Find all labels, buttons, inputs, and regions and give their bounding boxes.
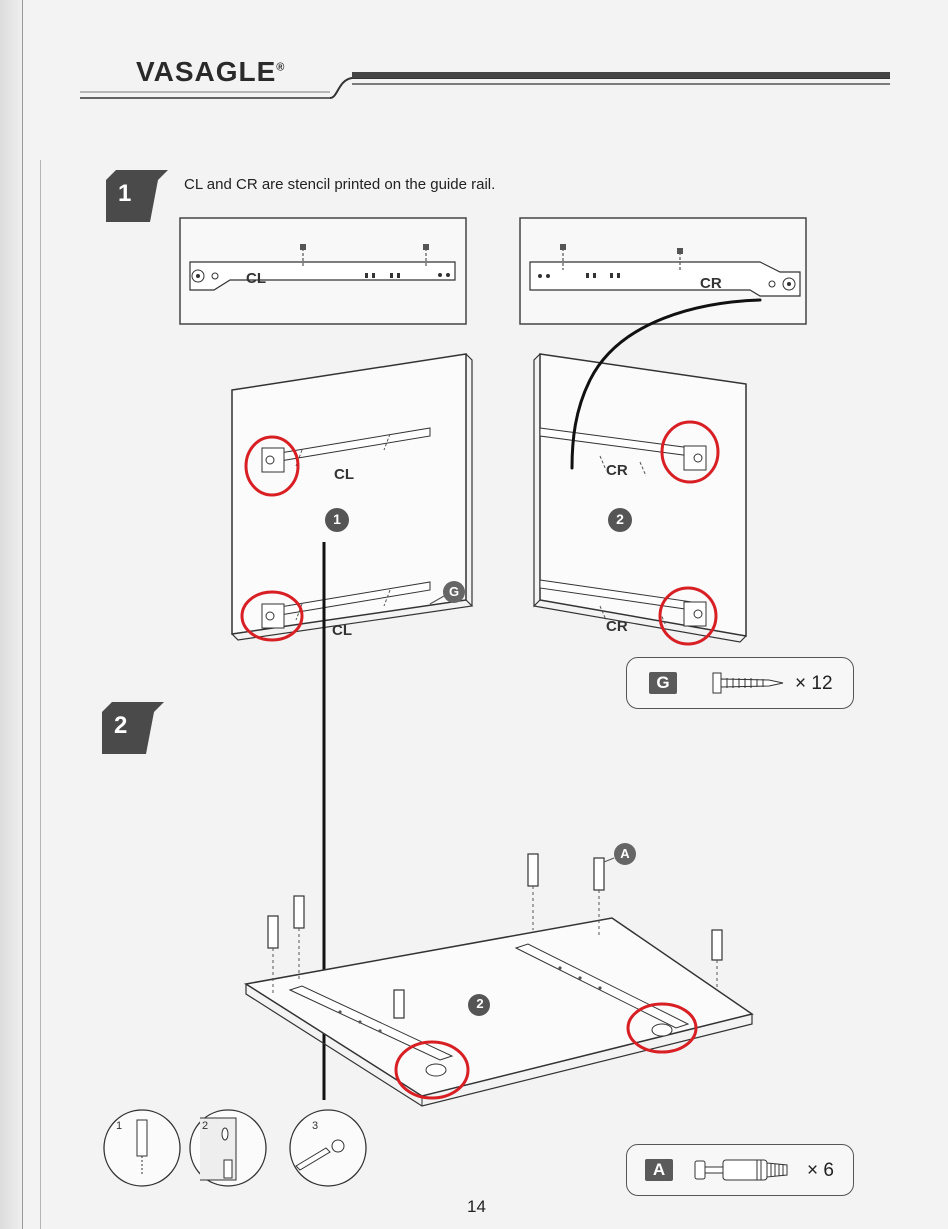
cam-dowel-icon — [691, 1155, 801, 1185]
dowel-callout-a: A — [620, 846, 630, 861]
rail-label-cl: CL — [246, 270, 266, 287]
rail-label-cr: CR — [700, 275, 722, 292]
parts-box-a — [626, 1144, 854, 1196]
board-number: 2 — [476, 996, 484, 1011]
step-2-badge: 2 — [102, 702, 164, 754]
brand-logo: VASAGLE® — [136, 56, 286, 87]
panel-1-number: 1 — [333, 511, 341, 527]
step-1-instruction: CL and CR are stencil printed on the guide rail. — [184, 176, 496, 193]
detail-step-2: 2 — [202, 1120, 209, 1132]
parts-letter-a: A — [645, 1159, 673, 1181]
page-number: 14 — [467, 1197, 486, 1216]
parts-qty-a: × 6 — [807, 1160, 834, 1181]
screw-callout-g: G — [448, 584, 460, 599]
detail-step-3: 3 — [312, 1120, 319, 1132]
panel-2-number: 2 — [616, 511, 624, 527]
parts-qty-g: × 12 — [795, 673, 833, 694]
step-1-badge: 1 — [106, 170, 168, 222]
panel-label-cr-bottom: CR — [606, 618, 628, 635]
panel-label-cr-top: CR — [606, 462, 628, 479]
panel-label-cl-top: CL — [334, 466, 354, 483]
detail-step-1: 1 — [116, 1120, 123, 1132]
parts-letter-g: G — [649, 672, 677, 694]
panel-label-cl-bottom: CL — [332, 622, 352, 639]
